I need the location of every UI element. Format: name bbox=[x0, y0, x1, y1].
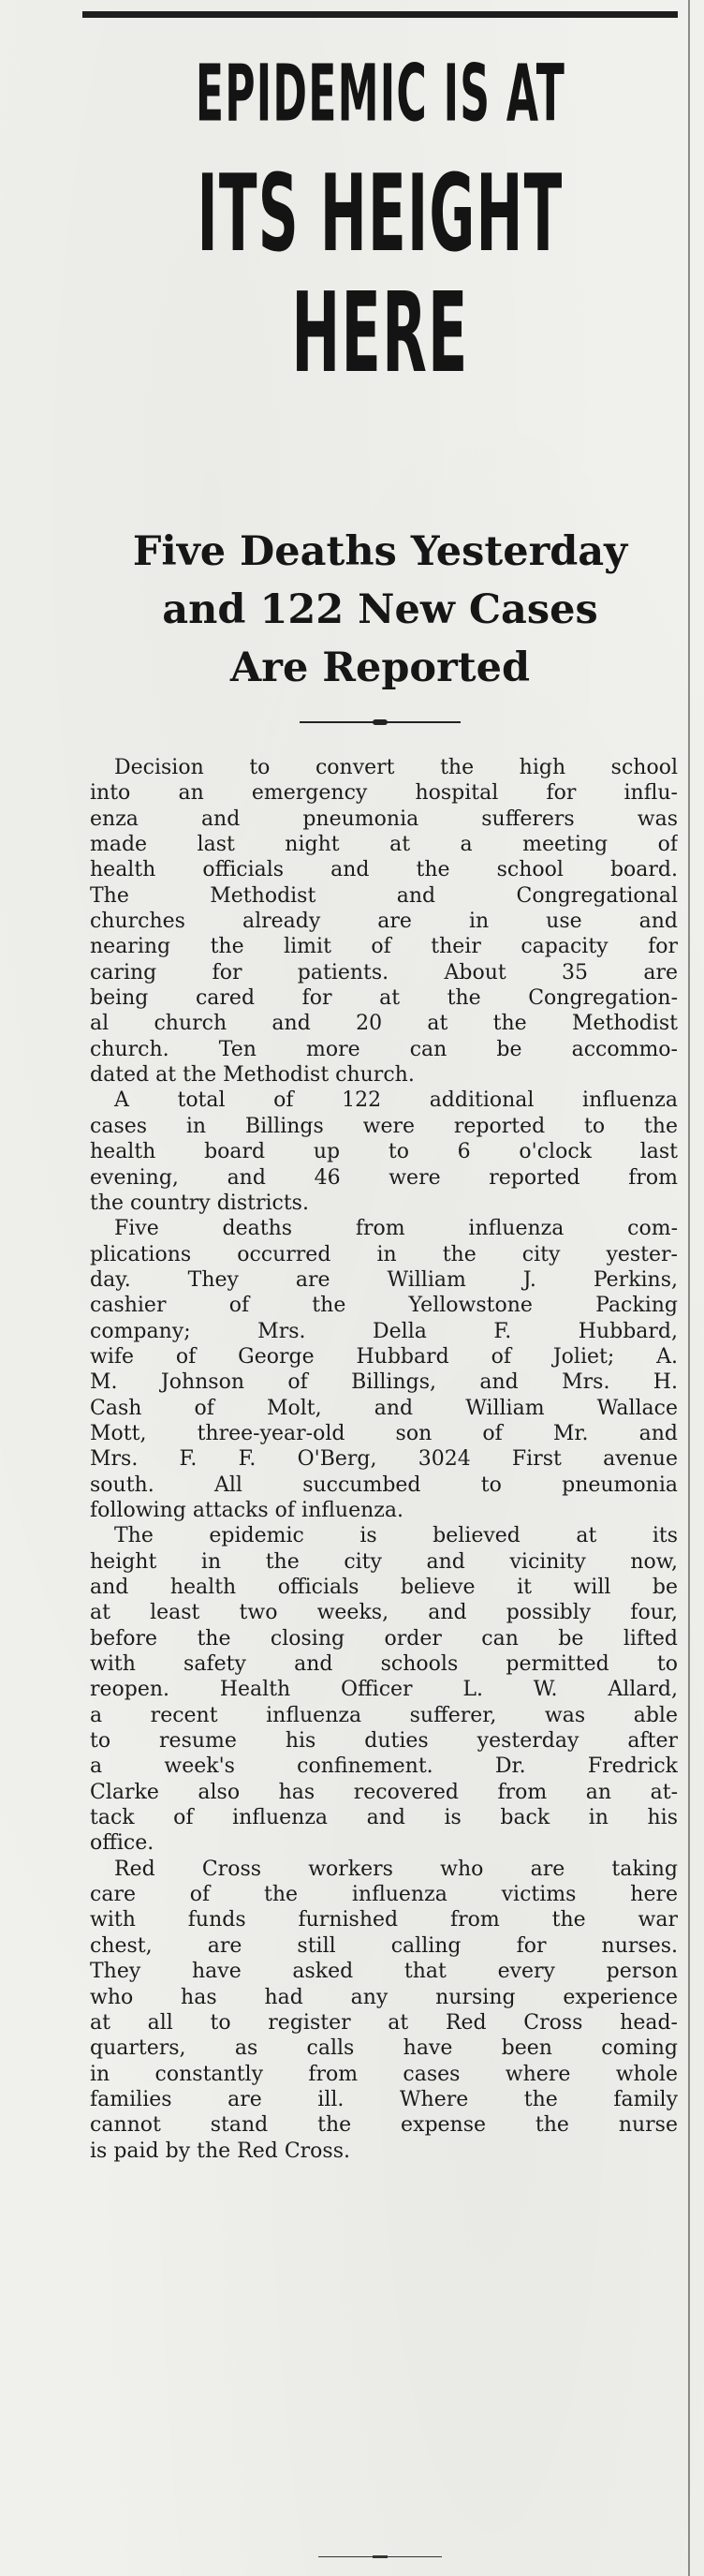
article-line: nearing the limit of their capacity for bbox=[90, 935, 678, 959]
article-line: care of the influenza victims here bbox=[90, 1883, 678, 1907]
article-line: with safety and schools permitted to bbox=[90, 1652, 678, 1677]
article-line: wife of George Hubbard of Joliet; A. bbox=[90, 1344, 678, 1369]
article-line: chest, are still calling for nurses. bbox=[90, 1933, 678, 1958]
article-line: Cash of Molt, and William Wallace bbox=[90, 1396, 678, 1420]
article-line: and health officials believe it will be bbox=[90, 1576, 678, 1599]
article-line: church. Ten more can be accommo- bbox=[90, 1037, 678, 1061]
article-line: A total of 122 additional influenza bbox=[114, 1088, 678, 1113]
article-line: Five deaths from influenza com- bbox=[114, 1217, 678, 1241]
subheadline-line: Are Reported bbox=[229, 644, 531, 691]
article-line: with funds furnished from the war bbox=[90, 1908, 678, 1932]
article-line: cashier of the Yellowstone Packing bbox=[90, 1294, 678, 1318]
article-line: quarters, as calls have been coming bbox=[90, 2036, 678, 2061]
top-rule bbox=[82, 11, 678, 18]
article-line: at least two weeks, and possibly four, bbox=[90, 1601, 678, 1625]
article-paragraph bbox=[90, 755, 678, 1088]
article-line: to resume his duties yesterday after bbox=[90, 1729, 678, 1754]
headline-line: ITS HEIGHT bbox=[197, 151, 564, 276]
article-line: cannot stand the expense the nurse bbox=[90, 2113, 678, 2138]
article-line: al church and 20 at the Methodist bbox=[90, 1012, 678, 1036]
article-line: health officials and the school board. bbox=[90, 858, 678, 882]
article-line: south. All succumbed to pneumonia bbox=[90, 1473, 678, 1497]
article-line: Decision to convert the high school bbox=[114, 756, 678, 779]
article-line: health board up to 6 o'clock last bbox=[90, 1140, 678, 1164]
article-line: dated at the Methodist church. bbox=[90, 1063, 415, 1088]
article-paragraph bbox=[90, 1857, 678, 2164]
headline-line: HERE bbox=[291, 268, 469, 398]
article-line: height in the city and vicinity now, bbox=[90, 1549, 678, 1574]
article-line: evening, and 46 were reported from bbox=[90, 1165, 678, 1190]
article-line: at all to register at Red Cross head- bbox=[90, 2010, 678, 2035]
article-paragraph bbox=[90, 1523, 678, 1856]
article-line: tack of influenza and is back in his bbox=[90, 1806, 678, 1830]
divider-ornament bbox=[373, 2555, 388, 2558]
article-line: before the closing order can be lifted bbox=[90, 1626, 678, 1651]
article-line: M. Johnson of Billings, and Mrs. H. bbox=[90, 1370, 678, 1395]
article-line: a week's confinement. Dr. Fredrick bbox=[90, 1754, 678, 1779]
article-line: The epidemic is believed at its bbox=[114, 1524, 678, 1548]
article-line: reopen. Health Officer L. W. Allard, bbox=[90, 1678, 678, 1702]
subheadline-line: Five Deaths Yesterday bbox=[132, 528, 628, 575]
article-line: caring for patients. About 35 are bbox=[90, 960, 678, 985]
article-paragraph bbox=[90, 1216, 678, 1523]
article-line: Clarke also has recovered from an at- bbox=[90, 1780, 678, 1804]
article-line: Mrs. F. F. O'Berg, 3024 First avenue bbox=[90, 1447, 678, 1472]
article-line: who has had any nursing experience bbox=[90, 1985, 678, 2009]
article-line: a recent influenza sufferer, was able bbox=[90, 1703, 678, 1727]
subheadline bbox=[82, 523, 678, 697]
article-paragraph bbox=[90, 1088, 678, 1216]
article-line: They have asked that every person bbox=[90, 1960, 678, 1984]
article-line: enza and pneumonia sufferers was bbox=[90, 807, 678, 831]
column-rule bbox=[688, 0, 690, 2576]
article-line: is paid by the Red Cross. bbox=[90, 2139, 350, 2163]
section-divider bbox=[300, 719, 461, 725]
article-line: being cared for at the Congregation- bbox=[90, 986, 678, 1011]
article-line: office. bbox=[90, 1831, 154, 1856]
headline bbox=[82, 34, 678, 398]
headline-line: EPIDEMIC IS AT bbox=[195, 47, 566, 140]
article-line: made last night at a meeting of bbox=[90, 833, 678, 857]
article-line: The Methodist and Congregational bbox=[90, 883, 678, 908]
subheadline-line: and 122 New Cases bbox=[162, 586, 598, 633]
article-line: into an emergency hospital for influ- bbox=[90, 781, 678, 806]
article-body bbox=[90, 755, 678, 2164]
article-line: Mott, three-year-old son of Mr. and bbox=[90, 1421, 678, 1445]
divider-ornament bbox=[373, 719, 388, 725]
article-line: churches already are in use and bbox=[90, 910, 678, 934]
article-line: in constantly from cases where whole bbox=[90, 2062, 678, 2086]
article-line: day. They are William J. Perkins, bbox=[90, 1267, 678, 1292]
article-line: the country districts. bbox=[90, 1191, 309, 1215]
article-line: following attacks of influenza. bbox=[90, 1498, 403, 1522]
article-line: company; Mrs. Della F. Hubbard, bbox=[90, 1319, 678, 1343]
article-line: cases in Billings were reported to the bbox=[90, 1114, 678, 1138]
article-line: plications occurred in the city yester- bbox=[90, 1242, 678, 1266]
end-of-article-rule bbox=[318, 2555, 442, 2558]
article-line: families are ill. Where the family bbox=[90, 2087, 678, 2111]
article-line: Red Cross workers who are taking bbox=[114, 1857, 678, 1881]
